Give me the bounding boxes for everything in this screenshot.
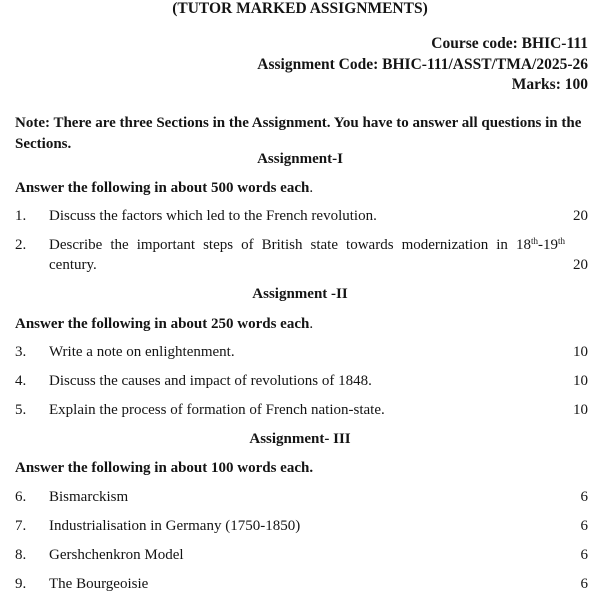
instruction-text: Answer the following in about 500 words each (15, 180, 310, 196)
section-instruction-2 (15, 315, 313, 333)
instruction-text: Answer the following in about 100 words each. (15, 460, 314, 476)
question-marks: 10 (573, 402, 588, 418)
question-text: Gershchenkron Model (49, 547, 184, 563)
question-text-part: -19 (537, 237, 558, 253)
question-text: Write a note on enlightenment. (49, 344, 235, 360)
document-title: (TUTOR MARKED ASSIGNMENTS) (172, 0, 428, 17)
superscript: th (530, 236, 538, 246)
question-marks: 20 (573, 208, 588, 224)
question-number: 3. (15, 344, 27, 360)
question-number: 7. (15, 518, 27, 534)
instruction-period: . (309, 180, 314, 196)
question-marks: 6 (580, 576, 588, 592)
question-number: 9. (15, 576, 27, 592)
question-number: 6. (15, 489, 27, 505)
question-marks: 10 (573, 373, 588, 389)
section-instruction-1 (15, 179, 313, 197)
question-text: Discuss the factors which led to the French revolution. (49, 208, 377, 224)
question-number: 1. (15, 208, 27, 224)
question-text (49, 236, 565, 254)
course-code: Course code: BHIC-111 (431, 35, 588, 52)
total-marks: Marks: 100 (511, 76, 588, 93)
assignment-code: Assignment Code: BHIC-111/ASST/TMA/2025-26 (257, 56, 588, 73)
note-text: Note: There are three Sections in the Assignment. You have to answer all questions in the Sections. (15, 115, 582, 152)
section-heading-3: Assignment- III (249, 431, 351, 447)
question-number: 8. (15, 547, 27, 563)
question-marks: 10 (573, 344, 588, 360)
superscript: th (557, 236, 565, 246)
question-number: 2. (15, 237, 27, 253)
question-marks: 20 (573, 257, 588, 273)
section-heading-2: Assignment -II (252, 286, 348, 302)
question-number: 4. (15, 373, 27, 389)
question-text: Industrialisation in Germany (1750-1850) (49, 518, 301, 534)
question-text-part: Describe the important steps of British state towards modernization in 18 (49, 237, 531, 253)
instruction-period: . (309, 316, 314, 332)
question-marks: 6 (580, 518, 588, 534)
section-instruction-3 (15, 459, 313, 477)
question-marks: 6 (580, 547, 588, 563)
instruction-text: Answer the following in about 250 words each (15, 316, 310, 332)
question-marks: 6 (580, 489, 588, 505)
question-number: 5. (15, 402, 27, 418)
question-text: The Bourgeoisie (49, 576, 149, 592)
question-text: Explain the process of formation of French nation-state. (49, 402, 385, 418)
question-text: Bismarckism (49, 489, 129, 505)
question-text-continued: century. (49, 257, 97, 273)
section-heading-1: Assignment-I (257, 151, 343, 167)
question-text: Discuss the causes and impact of revolutions of 1848. (49, 373, 372, 389)
